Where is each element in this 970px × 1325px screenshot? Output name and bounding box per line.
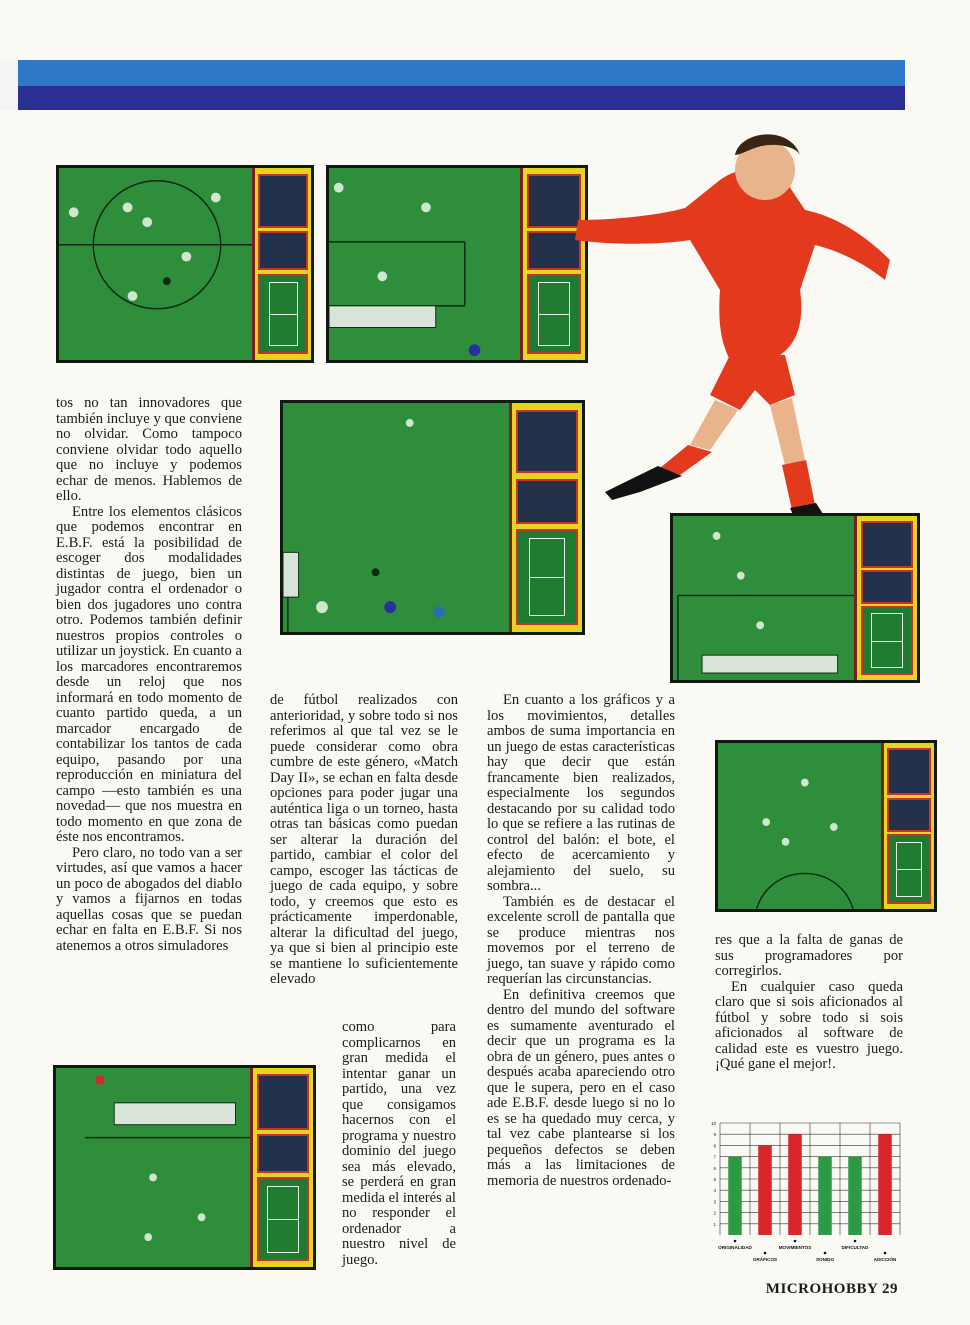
article-column-4 xyxy=(715,933,903,1073)
mini-pitch xyxy=(887,834,931,904)
paragraph: En cualquier caso queda claro que si sois aficionados al fútbol y sobre todo si sois aficionados al software de calidad este es vuestro juego. ¡Qué gane el mejor!. xyxy=(715,978,903,1072)
score-panel xyxy=(854,516,917,680)
time-box xyxy=(887,798,931,832)
y-tick-label: 3 xyxy=(713,1199,716,1205)
article-column-2 xyxy=(270,693,458,988)
mini-pitch xyxy=(516,529,578,625)
mini-pitch xyxy=(258,274,307,355)
game-screenshot-4 xyxy=(670,513,920,683)
rating-chart-svg xyxy=(704,1115,904,1270)
y-tick-label: 5 xyxy=(713,1177,716,1182)
pitch-view xyxy=(673,516,857,680)
category-label: SONIDO xyxy=(815,1257,835,1262)
category-label: ORIGINALIDAD xyxy=(718,1245,752,1250)
pitch-view xyxy=(56,1068,253,1267)
score-panel xyxy=(881,743,934,909)
y-tick-label: 10 xyxy=(710,1121,716,1126)
scoreboard xyxy=(516,410,578,474)
pitch-view xyxy=(718,743,884,909)
rating-chart xyxy=(704,1115,904,1270)
pitch-view xyxy=(329,168,523,360)
y-tick-label: 4 xyxy=(713,1188,716,1194)
footballer-illustration xyxy=(570,120,900,540)
paragraph: También es de destacar el excelente scroll de pantalla que se produce mientras nos movemos por el terreno de juego, tan suave y rápido como requerían las circunstancias. xyxy=(487,893,675,987)
y-tick-label: 2 xyxy=(713,1210,716,1216)
category-label: ADICCIÓN xyxy=(873,1257,897,1262)
scoreboard xyxy=(887,748,931,795)
paragraph: Pero claro, no todo van a ser virtudes, así que vamos a hacer un poco de abogados del diablo y vamos a fijarnos en todas aquellas cosas que se puedan echar en falta en E.B.F. Si nos atenemos a otros simuladores xyxy=(56,844,242,954)
pitch-view xyxy=(59,168,255,360)
time-box xyxy=(257,1134,310,1174)
header-band-light xyxy=(0,60,905,86)
paragraph: Entre los elementos clásicos que podemos encontrar en E.B.F. está la posibilidad de escoger dos modalidades distintas de juego, bien un jugador contra el ordenador o bien dos jugadores uno contra otro. Podemos también definir nuestros propios controles o utilizar un joystick. En cuanto a los marcadores encontraremos desde un reloj que nos informará en todo momento de cuanto partido queda, a un marcador encargado de contabilizar los tantos de cada equipo, pasando por una reproducción en miniatura del campo —esto también es una novedad— que nos muestra en todo momento en que zona de éste nos encontramos. xyxy=(56,503,242,845)
bar-movimientos xyxy=(788,1134,802,1235)
y-tick-label: 7 xyxy=(713,1154,716,1160)
bar-sonido xyxy=(818,1157,832,1235)
category-marker xyxy=(764,1252,767,1255)
category-marker xyxy=(734,1240,737,1243)
time-box xyxy=(861,570,914,604)
mini-pitch xyxy=(257,1177,310,1261)
article-column-2-lower xyxy=(342,1020,456,1268)
game-screenshot-2 xyxy=(326,165,588,363)
scoreboard xyxy=(861,521,914,568)
header-band xyxy=(0,60,905,110)
category-label: MOVIMIENTOS xyxy=(778,1245,812,1250)
pitch-view xyxy=(283,403,512,632)
bar-gráficos xyxy=(758,1145,772,1235)
category-marker xyxy=(884,1252,887,1255)
scoreboard xyxy=(257,1074,310,1130)
game-screenshot-5 xyxy=(715,740,937,912)
paragraph: En definitiva creemos que dentro del mundo del software es sumamente aventurado el decir que un programa es la obra de un género, pues antes o después acaba apareciendo otro que le supera, pero en el caso ade E.B.F. desde luego si no lo es se ha quedado muy cerca, y tal vez cabe plantearse si los pequeños defectos se deben más a las limitaciones de memoria de nuestros ordenado- xyxy=(487,986,675,1189)
y-tick-label: 6 xyxy=(713,1165,716,1171)
article-column-1 xyxy=(56,396,242,954)
y-tick-label: 1 xyxy=(713,1221,716,1227)
time-box xyxy=(258,231,307,270)
scoreboard xyxy=(258,174,307,228)
score-panel xyxy=(509,403,582,632)
category-marker xyxy=(794,1240,797,1243)
category-label: GRÁFICOS xyxy=(752,1257,778,1262)
header-band-dark xyxy=(0,86,905,110)
page-number: 29 xyxy=(882,1281,898,1297)
category-marker xyxy=(824,1252,827,1255)
category-label: DIFICULTAD xyxy=(841,1245,869,1250)
page-edge xyxy=(0,60,18,110)
y-tick-label: 8 xyxy=(713,1143,716,1149)
y-tick-label: 9 xyxy=(713,1132,716,1138)
bar-adicción xyxy=(878,1134,892,1235)
score-panel xyxy=(250,1068,313,1267)
paragraph: res que a la falta de ganas de sus programadores por corregirlos. xyxy=(715,932,903,979)
game-screenshot-1 xyxy=(56,165,314,363)
mini-pitch xyxy=(861,606,914,675)
page-footer xyxy=(766,1281,898,1298)
bar-dificultad xyxy=(848,1157,862,1235)
category-marker xyxy=(854,1240,857,1243)
game-screenshot-6 xyxy=(53,1065,316,1270)
paragraph: En cuanto a los gráficos y a los movimientos, detalles ambos de suma importancia en un juego de estas características hay que decir que están francamente bien realizados, especialmente los segundos destacando por su calidad todo lo que se refiere a las rutinas de control del balón: el bote, el efecto de acercamiento y alejamiento del suelo, su sombra... xyxy=(487,692,675,894)
time-box xyxy=(516,479,578,524)
article-column-3 xyxy=(487,693,675,1189)
bar-originalidad xyxy=(728,1157,742,1235)
magazine-name: MICROHOBBY xyxy=(765,1281,878,1297)
paragraph: de fútbol realizados con anterioridad, y sobre todo si nos referimos al que tal vez se le puede considerar como obra cumbre de este género, «Match Day II», se echan en falta desde opciones para poder jugar una auténtica liga o un torneo, hasta otras tan básicas como puedan ser alterar la duración del partido, cambiar el color del campo, escoger las tácticas de juego de cada equipo, y sobre todo, y creemos que esto es prácticamente imperdonable, alterar la dificultad del juego, ya que si bien al principio este se mantiene lo suficientemente elevado xyxy=(270,692,458,987)
paragraph: como para complicarnos en gran medida el intentar ganar un partido, una vez que consigamos hacernos con el programa y nuestro dominio del juego sea más elevado, se perderá en gran medida el interés al no responder el ordenador a nuestro nivel de juego. xyxy=(342,1019,456,1268)
game-screenshot-3 xyxy=(280,400,585,635)
paragraph: tos no tan innovadores que también incluye y que conviene no olvidar. Como tampoco conviene olvidar todo aquello que no incluye y podemos echar de menos. Hablemos de ello. xyxy=(56,395,242,504)
score-panel xyxy=(252,168,311,360)
